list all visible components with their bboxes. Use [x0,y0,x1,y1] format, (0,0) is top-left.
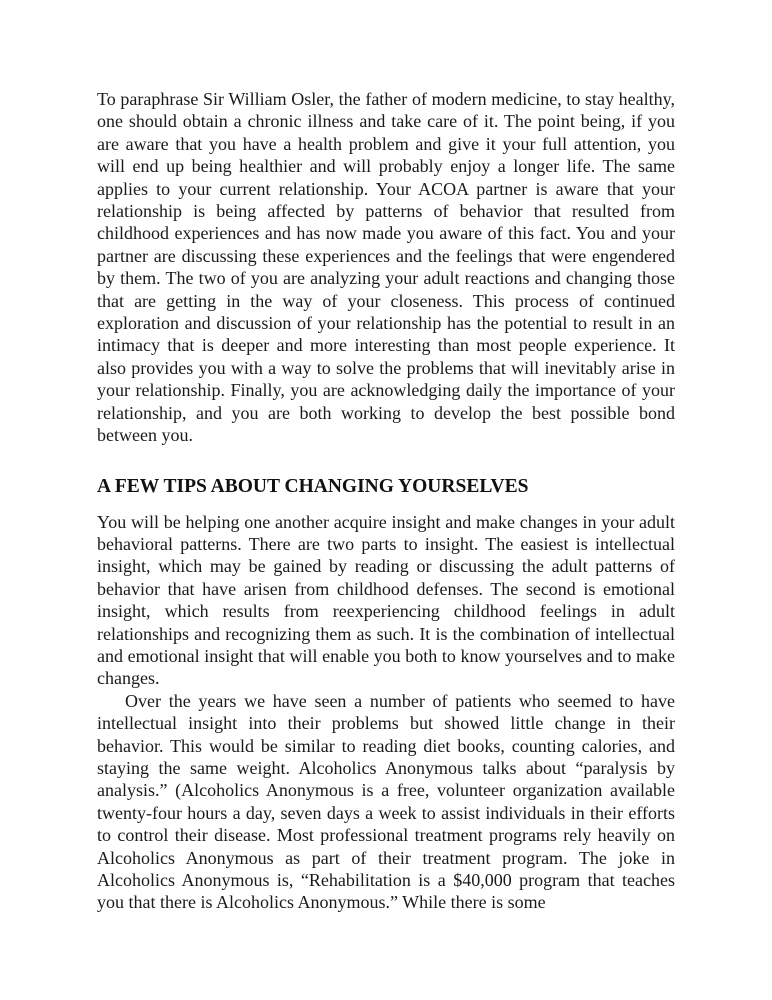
body-paragraph-insight: You will be helping one another acquire insight and make changes in your adult behavioral patterns. There are two parts to insight. The easiest is intellectual insight, which may be gained by reading or discussing the adult patterns of behavior that have arisen from childhood defenses. The second is emotional insight, which results from reexperiencing childhood feelings in adult relationships and recognizing them as such. It is the combination of intellectual and emotional insight that will enable you both to know yourselves and to make changes. [97,511,675,689]
body-paragraph-osler: To paraphrase Sir William Osler, the father of modern medicine, to stay healthy, one should obtain a chronic illness and take care of it. The point being, if you are aware that you have a health problem and give it your full attention, you will end up being healthier and will probably enjoy a longer life. The same applies to your current relationship. Your ACOA partner is aware that your relationship is being affected by patterns of behavior that resulted from childhood experiences and has now made you aware of this fact. You and your partner are discussing these experiences and the feelings that were engendered by them. The two of you are analyzing your adult reactions and changing those that are getting in the way of your closeness. This process of continued exploration and discussion of your relationship has the potential to result in an intimacy that is deeper and more interesting than most people experience. It also provides you with a way to solve the problems that will inevitably arise in your relationship. Finally, you are acknowledging daily the importance of your relationship, and you are both working to develop the best possible bond between you. [97,89,675,446]
body-paragraph-patients: Over the years we have seen a number of patients who seemed to have intellectual insight into their problems but showed little change in their behavior. This would be similar to reading diet books, counting calories, and staying the same weight. Alcoholics Anonymous talks about “paralysis by analysis.” (Alcoholics Anonymous is a free, volunteer organization available twenty-four hours a day, seven days a week to assist individuals in their efforts to control their disease. Most professional treatment programs rely heavily on Alcoholics Anonymous as part of their treatment program. The joke in Alcoholics Anonymous is, “Rehabilitation is a $40,000 program that teaches you that there is Alcoholics Anonymous.” While there is some [97,690,675,913]
document-page [97,88,675,914]
section-heading: A FEW TIPS ABOUT CHANGING YOURSELVES [97,475,529,497]
